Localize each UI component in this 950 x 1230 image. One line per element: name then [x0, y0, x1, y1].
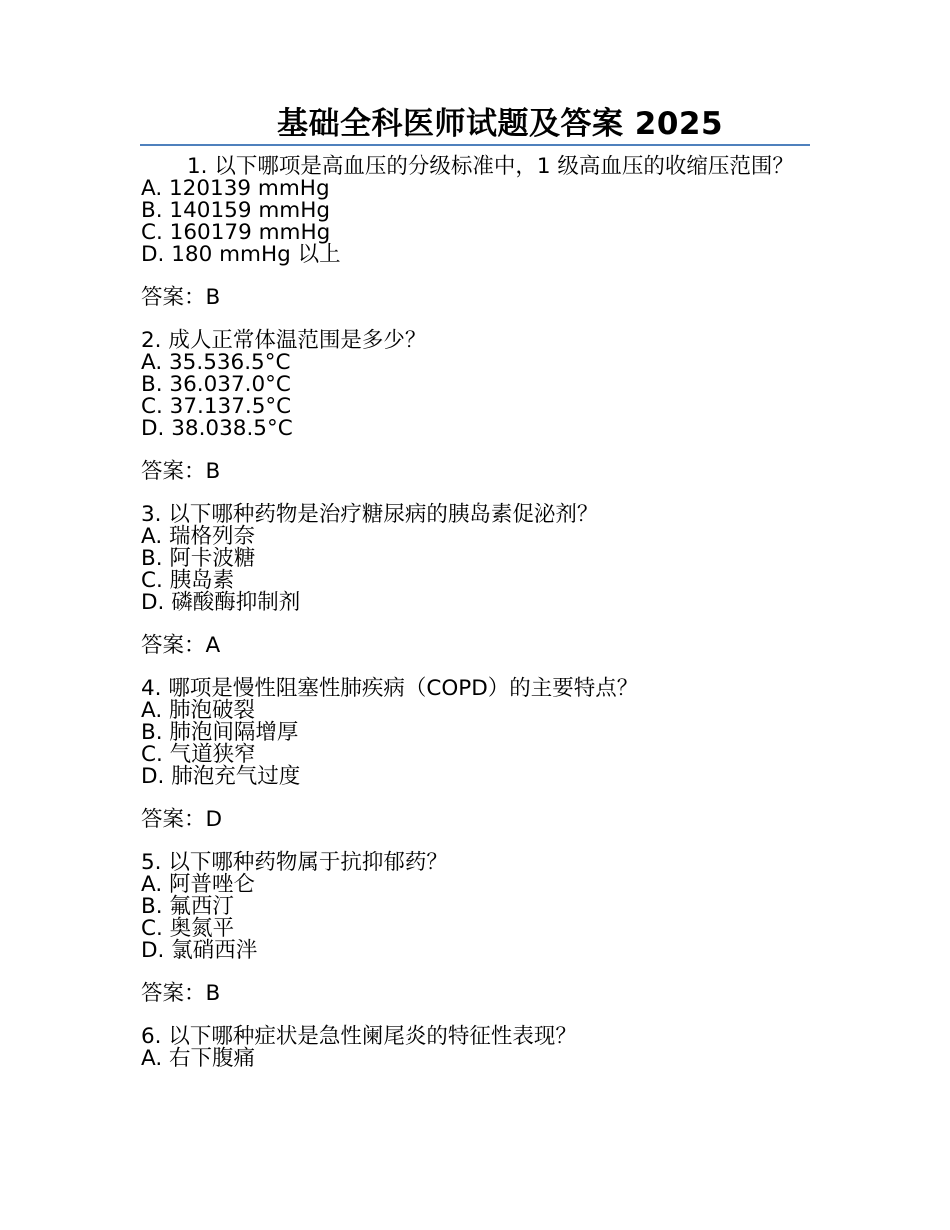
answer-text: 答案：A	[141, 633, 221, 658]
question-text: 4. 哪项是慢性阻塞性肺疾病（COPD）的主要特点？	[141, 676, 639, 701]
option-d: D. 38.038.5°C	[141, 416, 293, 441]
answer-text: 答案：B	[141, 981, 221, 1006]
option-a: A. 瑞格列奈	[141, 524, 255, 549]
document-title: 基础全科医师试题及答案 2025	[140, 104, 810, 146]
option-a: A. 35.536.5°C	[141, 350, 291, 375]
option-d: D. 磷酸酶抑制剂	[141, 590, 301, 615]
answer-text: 答案：D	[141, 807, 223, 832]
option-d: D. 肺泡充气过度	[141, 764, 301, 789]
question-text: 6. 以下哪种症状是急性阑尾炎的特征性表现？	[141, 1024, 577, 1049]
question-text: 3. 以下哪种药物是治疗糖尿病的胰岛素促泌剂？	[141, 502, 599, 527]
question-block-2	[141, 330, 811, 483]
option-c: C. 37.137.5°C	[141, 394, 292, 419]
answer-text: 答案：B	[141, 459, 221, 484]
question-block-5	[141, 852, 811, 1005]
question-block-4	[141, 678, 811, 831]
option-c: C. 气道狭窄	[141, 742, 256, 767]
option-a: A. 阿普唑仑	[141, 872, 255, 897]
option-b: B. 肺泡间隔增厚	[141, 720, 299, 745]
option-c: C. 奥氮平	[141, 916, 235, 941]
option-c: C. 胰岛素	[141, 568, 235, 593]
option-b: B. 36.037.0°C	[141, 372, 291, 397]
option-b: B. 阿卡波糖	[141, 546, 256, 571]
question-block-1	[141, 156, 811, 309]
question-text: 2. 成人正常体温范围是多少？	[141, 328, 427, 353]
question-block-6	[141, 1026, 811, 1070]
option-d: D. 氯硝西泮	[141, 938, 258, 963]
question-block-3	[141, 504, 811, 657]
option-d: D. 180 mmHg 以上	[141, 242, 341, 267]
option-a: A. 右下腹痛	[141, 1046, 255, 1071]
option-a: A. 肺泡破裂	[141, 698, 255, 723]
question-text: 1. 以下哪项是高血压的分级标准中，1 级高血压的收缩压范围？	[187, 154, 794, 179]
option-a: A. 120139 mmHg	[141, 176, 330, 201]
question-text: 5. 以下哪种药物属于抗抑郁药？	[141, 850, 448, 875]
option-b: B. 氟西汀	[141, 894, 234, 919]
question-list	[141, 156, 811, 1070]
answer-text: 答案：B	[141, 285, 221, 310]
option-c: C. 160179 mmHg	[141, 220, 331, 245]
option-b: B. 140159 mmHg	[141, 198, 331, 223]
